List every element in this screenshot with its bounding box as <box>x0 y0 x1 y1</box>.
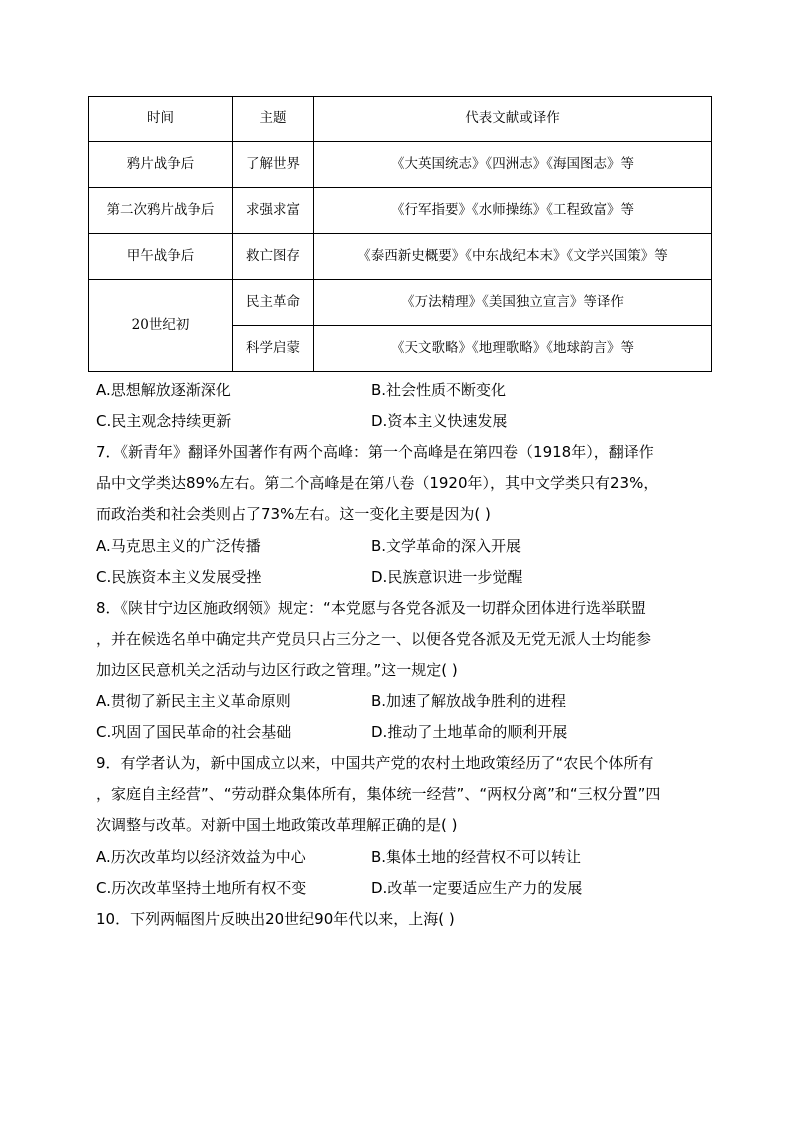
q8-stem-line: 8．《陕甘宁边区施政纲领》规定：“本党愿与各党各派及一切群众团体进行选举联盟 <box>96 599 646 617</box>
q7-stem-line: 7．《新青年》翻译外国著作有两个高峰：第一个高峰是在第四卷（1918年），翻译作 <box>96 443 654 461</box>
works-table <box>88 96 712 372</box>
q8-option-c[interactable]: C.巩固了国民革命的社会基础 <box>96 723 292 741</box>
q7-option-a[interactable]: A.马克思主义的广泛传播 <box>96 537 261 555</box>
cell-theme: 民主革命 <box>233 280 314 326</box>
header-theme: 主题 <box>233 97 314 142</box>
q8-option-d[interactable]: D.推动了土地革命的顺利开展 <box>371 723 568 741</box>
cell-works: 《泰西新史概要》《中东战纪本末》《文学兴国策》等 <box>314 234 712 280</box>
header-works: 代表文献或译作 <box>314 97 712 142</box>
q8-stem-line: 加边区民意机关之活动与边区行政之管理。”这一规定( ) <box>96 661 458 679</box>
q9-stem-line: ，家庭自主经营”、“劳动群众集体所有，集体统一经营”、“两权分离”和“三权分置”四 <box>96 785 661 803</box>
cell-period: 20世纪初 <box>89 280 233 372</box>
cell-period: 第二次鸦片战争后 <box>89 188 233 234</box>
q8-option-a[interactable]: A.贯彻了新民主主义革命原则 <box>96 692 291 710</box>
q6-option-b[interactable]: B.社会性质不断变化 <box>371 381 507 399</box>
q6-option-c[interactable]: C.民主观念持续更新 <box>96 412 232 430</box>
table-row <box>89 234 712 280</box>
q7-stem-line: 而政治类和社会类则占了73%左右。这一变化主要是因为( ) <box>96 505 491 523</box>
q9-option-c[interactable]: C.历次改革坚持土地所有权不变 <box>96 879 307 897</box>
cell-theme: 科学启蒙 <box>233 326 314 372</box>
table-row <box>89 142 712 188</box>
cell-theme: 了解世界 <box>233 142 314 188</box>
q6-option-d[interactable]: D.资本主义快速发展 <box>371 412 508 430</box>
q9-option-a[interactable]: A.历次改革均以经济效益为中心 <box>96 848 306 866</box>
cell-works: 《行军指要》《水师操练》《工程致富》等 <box>314 188 712 234</box>
cell-theme: 救亡图存 <box>233 234 314 280</box>
cell-period: 甲午战争后 <box>89 234 233 280</box>
q9-stem-line: 次调整与改革。对新中国土地政策改革理解正确的是( ) <box>96 816 458 834</box>
q7-option-c[interactable]: C.民族资本主义发展受挫 <box>96 568 262 586</box>
q9-option-d[interactable]: D.改革一定要适应生产力的发展 <box>371 879 583 897</box>
cell-theme: 求强求富 <box>233 188 314 234</box>
q7-option-b[interactable]: B.文学革命的深入开展 <box>371 537 522 555</box>
q9-option-b[interactable]: B.集体土地的经营权不可以转让 <box>371 848 582 866</box>
cell-works: 《大英国统志》《四洲志》《海国图志》等 <box>314 142 712 188</box>
cell-works: 《万法精理》《美国独立宣言》等译作 <box>314 280 712 326</box>
q8-option-b[interactable]: B.加速了解放战争胜利的进程 <box>371 692 567 710</box>
header-period: 时间 <box>89 97 233 142</box>
cell-period: 鸦片战争后 <box>89 142 233 188</box>
q8-stem-line: ，并在候选名单中确定共产党员只占三分之一、以便各党各派及无党无派人士均能参 <box>96 630 652 648</box>
table-row <box>89 280 712 326</box>
cell-works: 《天文歌略》《地理歌略》《地球韵言》等 <box>314 326 712 372</box>
q7-option-d[interactable]: D.民族意识进一步觉醒 <box>371 568 523 586</box>
table-row <box>89 188 712 234</box>
table-header-row <box>89 97 712 142</box>
q10-stem-line: 10．下列两幅图片反映出20世纪90年代以来，上海( ) <box>96 910 455 928</box>
q6-option-a[interactable]: A.思想解放逐渐深化 <box>96 381 231 399</box>
q7-stem-line: 品中文学类达89%左右。第二个高峰是在第八卷（1920年），其中文学类只有23%， <box>96 474 659 492</box>
q9-stem-line: 9．有学者认为，新中国成立以来，中国共产党的农村土地政策经历了“农民个体所有 <box>96 754 654 772</box>
